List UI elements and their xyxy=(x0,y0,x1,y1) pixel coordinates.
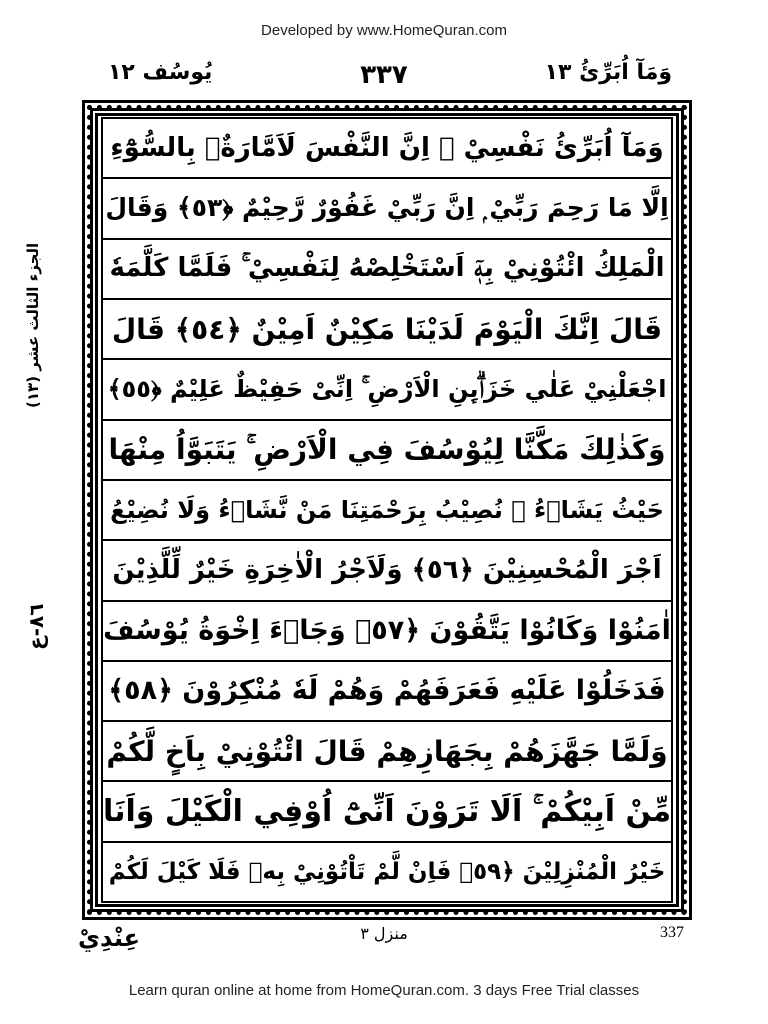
verse-line: اَجْرَ الْمُحْسِنِيْنَ ﴿٥٦﴾ وَلَاَجْرُ الْاٰخِرَةِ خَيْرٌ لِّلَّذِيْنَ xyxy=(103,541,671,601)
surah-name-header: يُوسُف ١٢ xyxy=(108,60,213,85)
page-frame xyxy=(82,100,692,920)
ruku-mark: ٨٦-ع xyxy=(24,603,48,651)
page-number-arabic: ٣٣٧ xyxy=(360,60,408,90)
verse-line: فَدَخَلُوْا عَلَيْهِ فَعَرَفَهُمْ وَهُمْ لَهٗ مُنْكِرُوْنَ ﴿٥٨﴾ xyxy=(103,662,671,722)
verse-lines xyxy=(101,117,673,903)
manzil-label: منزل ٣ xyxy=(360,924,408,943)
juz-side-label: الجزء الثالث عشر (١٣) xyxy=(24,242,42,408)
bottom-credit: Learn quran online at home from HomeQuran.com. 3 days Free Trial classes xyxy=(128,982,640,999)
verse-line: حَيْثُ يَشَاۗءُ ۭ نُصِيْبُ بِرَحْمَتِنَا مَنْ نَّشَاۗءُ وَلَا نُضِيْعُ xyxy=(103,481,671,541)
page-number: 337 xyxy=(660,924,684,941)
verse-line: اجْعَلْنِيْ عَلٰي خَزَاۗىِٕنِ الْاَرْضِ ۚ اِنِّىْ حَفِيْظٌ عَلِيْمٌ ﴿٥٥﴾ xyxy=(103,360,671,420)
verse-line: وَمَآ اُبَرِّئُ نَفْسِيْ ۚ اِنَّ النَّفْسَ لَاَمَّارَةٌۢ بِالسُّوْٓءِ xyxy=(103,119,671,179)
catchword: عِنْدِيْ xyxy=(78,924,141,952)
verse-line: مِّنْ اَبِيْكُمْ ۚ اَلَا تَرَوْنَ اَنِّىْٓ اُوْفِي الْكَيْلَ وَاَنَا xyxy=(103,782,671,842)
juz-name-header: وَمَآ اُبَرِّئُ ١٣ xyxy=(544,60,672,85)
verse-line: قَالَ اِنَّكَ الْيَوْمَ لَدَيْنَا مَكِيْنٌ اَمِيْنٌ ﴿٥٤﴾ قَالَ xyxy=(103,300,671,360)
verse-line: وَلَمَّا جَهَّزَهُمْ بِجَهَازِهِمْ قَالَ ائْتُوْنِيْ بِاَخٍ لَّكُمْ xyxy=(103,722,671,782)
verse-line: اِلَّا مَا رَحِمَ رَبِّيْ ۭ اِنَّ رَبِّيْ غَفُوْرٌ رَّحِيْمٌ ﴿٥٣﴾ وَقَالَ xyxy=(103,179,671,239)
verse-line: وَكَذٰلِكَ مَكَّنَّا لِيُوْسُفَ فِي الْاَرْضِ ۚ يَتَبَوَّاُ مِنْهَا xyxy=(103,421,671,481)
verse-line: اٰمَنُوْا وَكَانُوْا يَتَّقُوْنَ ﴿٥٧﴾ وَجَاۗءَ اِخْوَةُ يُوْسُفَ xyxy=(103,602,671,662)
verse-line: الْمَلِكُ ائْتُوْنِيْ بِهٖٓ اَسْتَخْلِصْهُ لِنَفْسِيْ ۚ فَلَمَّا كَلَّمَهٗ xyxy=(103,240,671,300)
top-credit: Developed by www.HomeQuran.com xyxy=(261,22,507,39)
verse-line: خَيْرُ الْمُنْزِلِيْنَ ﴿٥٩﴾ فَاِنْ لَّمْ تَاْتُوْنِيْ بِهٖ فَلَا كَيْلَ لَكُمْ xyxy=(108,858,666,885)
